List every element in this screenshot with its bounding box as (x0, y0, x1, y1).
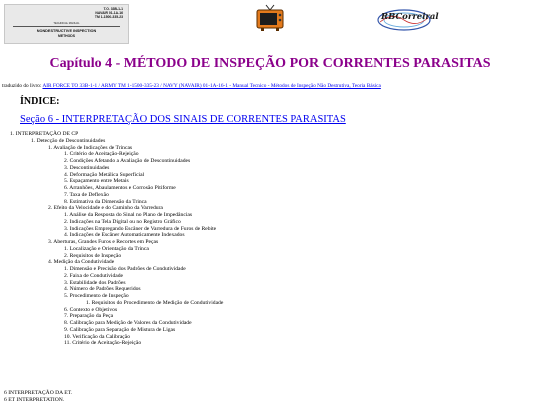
toc-item-number: 1. (10, 131, 16, 137)
toc-item-number: 3. (48, 239, 54, 245)
toc-item-text: Número de Padrões Requeridos (69, 286, 141, 293)
toc-item-text: Contexto e Objetivos (69, 306, 118, 313)
toc-item (64, 151, 139, 157)
manual-cover-image (4, 4, 129, 44)
toc-item-number: 2. (64, 218, 70, 225)
toc-item-number: 3. (64, 279, 70, 286)
toc-item (64, 165, 109, 171)
cover-title: NONDESTRUCTIVE INSPECTION (36, 29, 97, 33)
toc-item-text: Deformação Metálica Superficial (69, 171, 145, 178)
toc-item-number: 4. (64, 232, 70, 239)
toc-item (64, 185, 176, 191)
toc-item-text: Avaliação de Indicações de Trincas (53, 144, 133, 151)
toc-item (86, 300, 223, 306)
toc-item-number: 7. (64, 313, 70, 320)
toc-item-number: 2. (64, 252, 70, 259)
index-heading: ÍNDICE: (20, 96, 60, 107)
toc-item (64, 212, 192, 218)
toc-item-text: Verificação da Calibração (72, 333, 131, 340)
toc-item-number: 8. (64, 198, 70, 205)
toc-item-text: INTERPRETAÇÃO DE CP (15, 131, 79, 137)
toc-item-text: Requisitos do Procedimento de Medição de Condutividade (91, 299, 224, 306)
logo-text: RBCorreiral (381, 12, 439, 22)
footer-line-en: 6 ET INTERPRETATION. (4, 397, 65, 403)
toc-item-text: Medição da Condutividade (53, 259, 115, 266)
toc-item (10, 131, 78, 137)
toc-item (64, 320, 192, 326)
toc-item-number: 2. (64, 272, 70, 279)
toc-item-text: Estimativa da Dimensão da Trinca (69, 198, 147, 205)
cover-reference-numbers (95, 7, 123, 20)
toc-item-text: Requisitos de Inspeção (69, 252, 122, 259)
toc-item-number: 6. (64, 306, 70, 313)
toc-item-text: Análise da Resposta do Sinal no Plano de Impedâncias (69, 212, 193, 218)
toc-item (31, 138, 105, 144)
toc-item-text: Estabilidade dos Padrões (69, 279, 126, 286)
toc-item (64, 172, 144, 178)
toc-item-number: 9. (64, 326, 70, 333)
toc-item-number: 1. (64, 266, 70, 272)
toc-item-text: Preparação da Peça (69, 313, 114, 320)
toc-item-text: Indicações Empregando Escâner de Varredura de Furos de Rebite (69, 225, 217, 232)
toc-item-text: Indicações na Tela Digital ou no Registro Gráfico (69, 218, 181, 225)
toc-item (64, 313, 113, 319)
toc-item-text: Efeito da Velocidade e do Caminho da Varredura (53, 205, 163, 212)
cover-manual-label: TECHNICAL MANUAL (53, 22, 80, 25)
toc-item-number: 8. (64, 320, 70, 326)
toc-item-number: 3. (64, 164, 70, 171)
toc-item (64, 340, 141, 346)
cover-ref-line: NAVAIR 01-1A-16 (95, 11, 123, 16)
source-book-link[interactable]: AIR FORCE TO 33B-1-1 / ARMY TM 1-1500-335-23 / NAVY (NAVAIR) 01-1A-16-1 - Manual Tecnico - Métodos de Inspeção Não Destrutiva, Teoria Básica (42, 83, 381, 89)
toc-item (48, 205, 163, 211)
toc-item-text: Calibração para Separação de Mistura de Ligas (69, 326, 176, 333)
translation-note (2, 83, 381, 89)
toc-item (64, 280, 126, 286)
toc-item-text: Aberturas, Grandes Furos e Recortes em Peças (53, 239, 159, 245)
toc-item-text: Critério de Aceitação-Rejeição (69, 151, 139, 158)
cover-divider (13, 26, 120, 27)
toc-item-number: 11. (64, 340, 73, 347)
toc-item (64, 253, 121, 259)
toc-item-number: 4. (64, 286, 70, 293)
toc-item (64, 219, 181, 225)
toc-item (64, 192, 109, 198)
toc-item-number: 4. (64, 171, 70, 178)
toc-item-text: Detecção de Descontinuidades (36, 137, 106, 144)
cover-ref-line: T.O. 33B-1-1 (103, 7, 123, 11)
toc-item-text: Arranhões, Abaulamentos e Corrosão Pitiforme (69, 185, 176, 191)
toc-item (64, 334, 130, 340)
page-title: Capítulo 4 - MÉTODO DE INSPEÇÃO POR CORRENTES PARASITAS (49, 56, 491, 71)
toc-item-text: Faixa de Condutividade (69, 272, 124, 279)
toc-item-text: Localização e Orientação da Trinca (69, 245, 149, 252)
toc-item (64, 178, 129, 184)
cover-ref-line: TM 1-1500-335-23 (94, 15, 123, 20)
television-icon (255, 3, 285, 33)
toc-item (64, 199, 147, 205)
cover-subtitle: METHODS (58, 34, 75, 38)
toc-item (64, 286, 141, 292)
toc-item-text: Indicações de Escâner Automaticamente Indexados (69, 232, 185, 239)
toc-item-number: 10. (64, 333, 73, 340)
toc-item-number: 1. (86, 299, 92, 306)
toc-item-number: 2. (64, 158, 70, 164)
footer-line-pt: 6 INTERPRETAÇÃO DA ET. (4, 390, 73, 396)
toc-item-text: Procedimento de Inspeção (69, 293, 129, 299)
toc-item-number: 2. (48, 205, 54, 212)
toc-item-number: 1. (48, 144, 54, 151)
toc-item (48, 259, 114, 265)
toc-item (64, 273, 123, 279)
toc-item (64, 158, 190, 164)
toc-item-number: 7. (64, 191, 70, 198)
toc-item (64, 232, 185, 238)
toc-item-number: 1. (64, 212, 70, 218)
toc-item-number: 4. (48, 259, 54, 266)
toc-item-number: 1. (64, 245, 70, 252)
toc-item-text: Espaçamento entre Metais (69, 178, 129, 185)
toc-item-text: Critério de Aceitação-Rejeição (72, 340, 142, 347)
toc-item-number: 3. (64, 225, 70, 232)
toc-item-text: Calibração para Medição de Valores da Condutividade (69, 320, 192, 326)
toc-item (64, 226, 216, 232)
toc-item (48, 239, 158, 245)
toc-item (64, 307, 117, 313)
toc-item (64, 266, 186, 272)
toc-item-text: Dimensão e Precisão dos Padrões de Condutividade (69, 266, 186, 272)
toc-item-text: Descontinuidades (69, 164, 110, 171)
toc-item-number: 5. (64, 293, 70, 299)
section-6-link[interactable]: Seção 6 - INTERPRETAÇÃO DOS SINAIS DE CORRENTES PARASITAS (20, 114, 346, 125)
toc-item (48, 145, 132, 151)
toc-item (64, 293, 129, 299)
translation-prefix: traduzido do livro: (2, 83, 43, 89)
toc-item-number: 6. (64, 185, 70, 191)
toc-item-text: Taxa de Deflexão (69, 191, 109, 198)
toc-item-text: Condições Afetando a Avaliação de Descontinuidades (69, 158, 191, 164)
toc-item (64, 327, 175, 333)
toc-item-number: 1. (64, 151, 70, 158)
toc-item-number: 5. (64, 178, 70, 185)
toc-item (64, 246, 149, 252)
toc-item-number: 1. (31, 137, 37, 144)
